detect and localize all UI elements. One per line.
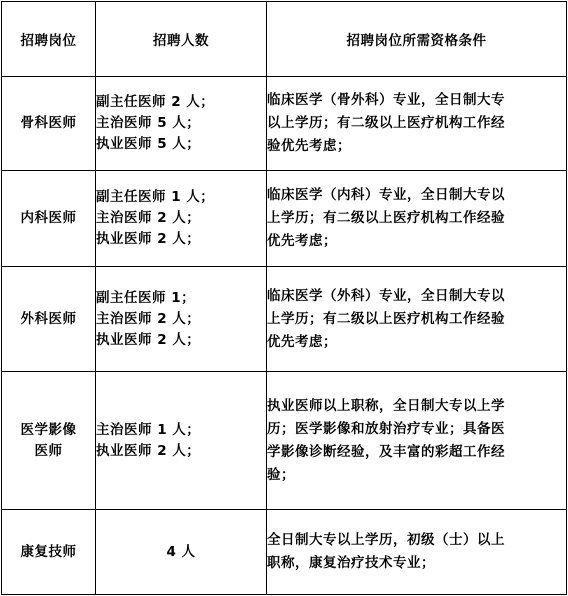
count-line: 执业医师 5 人； xyxy=(96,136,201,152)
count-line: 主治医师 1 人； xyxy=(96,421,201,438)
header-count: 招聘人数 xyxy=(96,2,267,77)
requirement-line: 临床医学（外科）专业，全日制大专以 xyxy=(267,287,505,304)
requirement-line: 执业医师以上职称，全日制大专以上学 xyxy=(267,397,505,414)
count-cell xyxy=(96,372,267,510)
requirements-cell xyxy=(267,77,567,171)
count-line: 执业医师 2 人； xyxy=(96,231,201,247)
table-row xyxy=(2,510,567,595)
position-cell xyxy=(2,77,96,171)
count-line: 执业医师 2 人； xyxy=(96,331,201,348)
count-cell xyxy=(96,267,267,372)
requirement-line: 临床医学（骨外科）专业，全日制大专 xyxy=(267,92,505,108)
count-cell xyxy=(96,171,267,267)
requirements-cell xyxy=(267,510,567,595)
count-line: 执业医师 2 人； xyxy=(96,442,201,459)
position-text: 内科医师 xyxy=(20,210,77,226)
table-row xyxy=(2,171,567,267)
table-header-row xyxy=(2,2,567,77)
count-line: 副主任医师 2 人； xyxy=(96,94,215,110)
position-cell xyxy=(2,267,96,372)
requirements-cell xyxy=(267,372,567,510)
count-cell xyxy=(96,77,267,171)
position-cell xyxy=(2,372,96,510)
requirement-line: 验优先考虑； xyxy=(267,138,351,154)
requirements-cell xyxy=(267,171,567,267)
position-text: 骨科医师 xyxy=(20,115,77,131)
table-row xyxy=(2,372,567,510)
recruitment-table xyxy=(1,1,567,595)
requirement-line: 职称，康复治疗技术专业； xyxy=(267,555,435,571)
count-line: 主治医师 2 人； xyxy=(96,210,201,226)
requirement-line: 上学历；有二级以上医疗机构工作经验 xyxy=(267,310,505,327)
requirement-line: 临床医学（内科）专业，全日制大专以 xyxy=(267,187,505,203)
requirement-line: 学影像诊断经验，及丰富的彩超工作经 xyxy=(267,443,505,460)
count-line: 主治医师 2 人； xyxy=(96,310,201,327)
requirement-line: 上学历；有二级以上医疗机构工作经验 xyxy=(267,210,505,226)
position-text: 医师 xyxy=(34,442,63,459)
position-cell xyxy=(2,171,96,267)
requirement-line: 以上学历；有二级以上医疗机构工作经 xyxy=(267,115,505,131)
table-row xyxy=(2,77,567,171)
position-text: 医学影像 xyxy=(20,421,77,438)
requirement-line: 全日制大专以上学历，初级（士）以上 xyxy=(267,532,505,548)
requirement-line: 验； xyxy=(267,466,295,483)
requirement-line: 历；医学影像和放射治疗专业；具备医 xyxy=(267,420,505,437)
count-line: 主治医师 5 人； xyxy=(96,115,201,131)
position-text: 外科医师 xyxy=(20,310,77,327)
position-text: 康复技师 xyxy=(20,543,77,560)
position-cell xyxy=(2,510,96,595)
count-line: 副主任医师 1； xyxy=(96,289,196,306)
table-row xyxy=(2,267,567,372)
count-line: 副主任医师 1 人； xyxy=(96,189,215,205)
header-requirements: 招聘岗位所需资格条件 xyxy=(267,2,567,77)
requirement-line: 优先考虑； xyxy=(267,333,337,350)
requirements-cell xyxy=(267,267,567,372)
header-position: 招聘岗位 xyxy=(2,2,96,77)
requirement-line: 优先考虑； xyxy=(267,233,337,249)
count-cell xyxy=(96,510,267,595)
count-line: 4 人 xyxy=(166,543,196,560)
